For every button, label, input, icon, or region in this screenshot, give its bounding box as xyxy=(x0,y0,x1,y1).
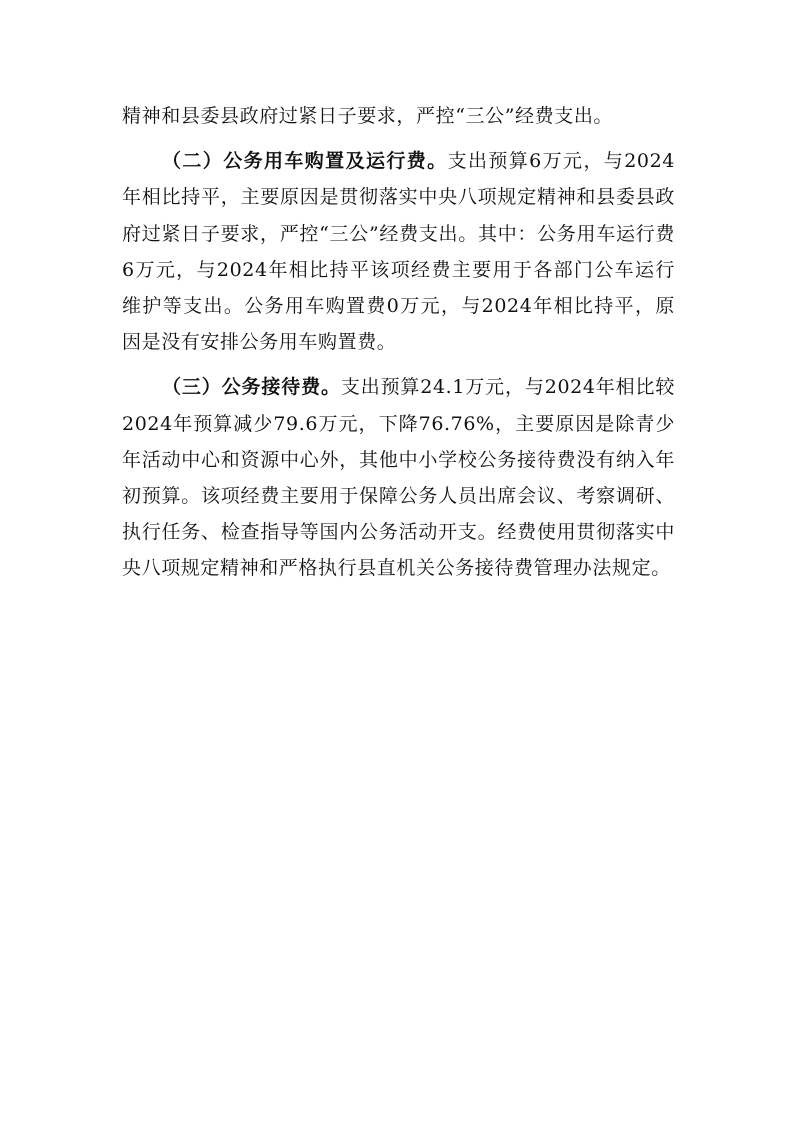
paragraph-continuation xyxy=(122,98,675,134)
paragraph-body: 精神和县委县政府过紧日子要求，严控“三公”经费支出。 xyxy=(122,105,614,127)
paragraph-body: 支出预算6万元，与2024年相比持平，主要原因是贯彻落实中央八项规定精神和县委县政府过紧日子要求，严控“三公”经费支出。其中：公务用车运行费6万元，与2024年相比持平该项经费主要用于各部门公车运行维护等支出。公务用车购置费0万元，与2024年相比持平，原因是没有安排公务用车购置费。 xyxy=(122,150,675,354)
document-page xyxy=(122,98,675,587)
paragraph-body: 支出预算24.1万元，与2024年相比较2024年预算减少79.6万元，下降76.76%，主要原因是除青少年活动中心和资源中心外，其他中小学校公务接待费没有纳入年初预算。该项经费主要用于保障公务人员出席会议、考察调研、执行任务、检查指导等国内公务活动开支。经费使用贯彻落实中央八项规定精神和严格执行县直机关公务接待费管理办法规定。 xyxy=(122,376,675,580)
section-heading-vehicle: （二）公务用车购置及运行费。 xyxy=(162,150,448,173)
section-heading-reception: （三）公务接待费。 xyxy=(162,376,341,399)
paragraph-vehicle-expenses xyxy=(122,143,675,360)
paragraph-reception-expenses xyxy=(122,369,675,586)
